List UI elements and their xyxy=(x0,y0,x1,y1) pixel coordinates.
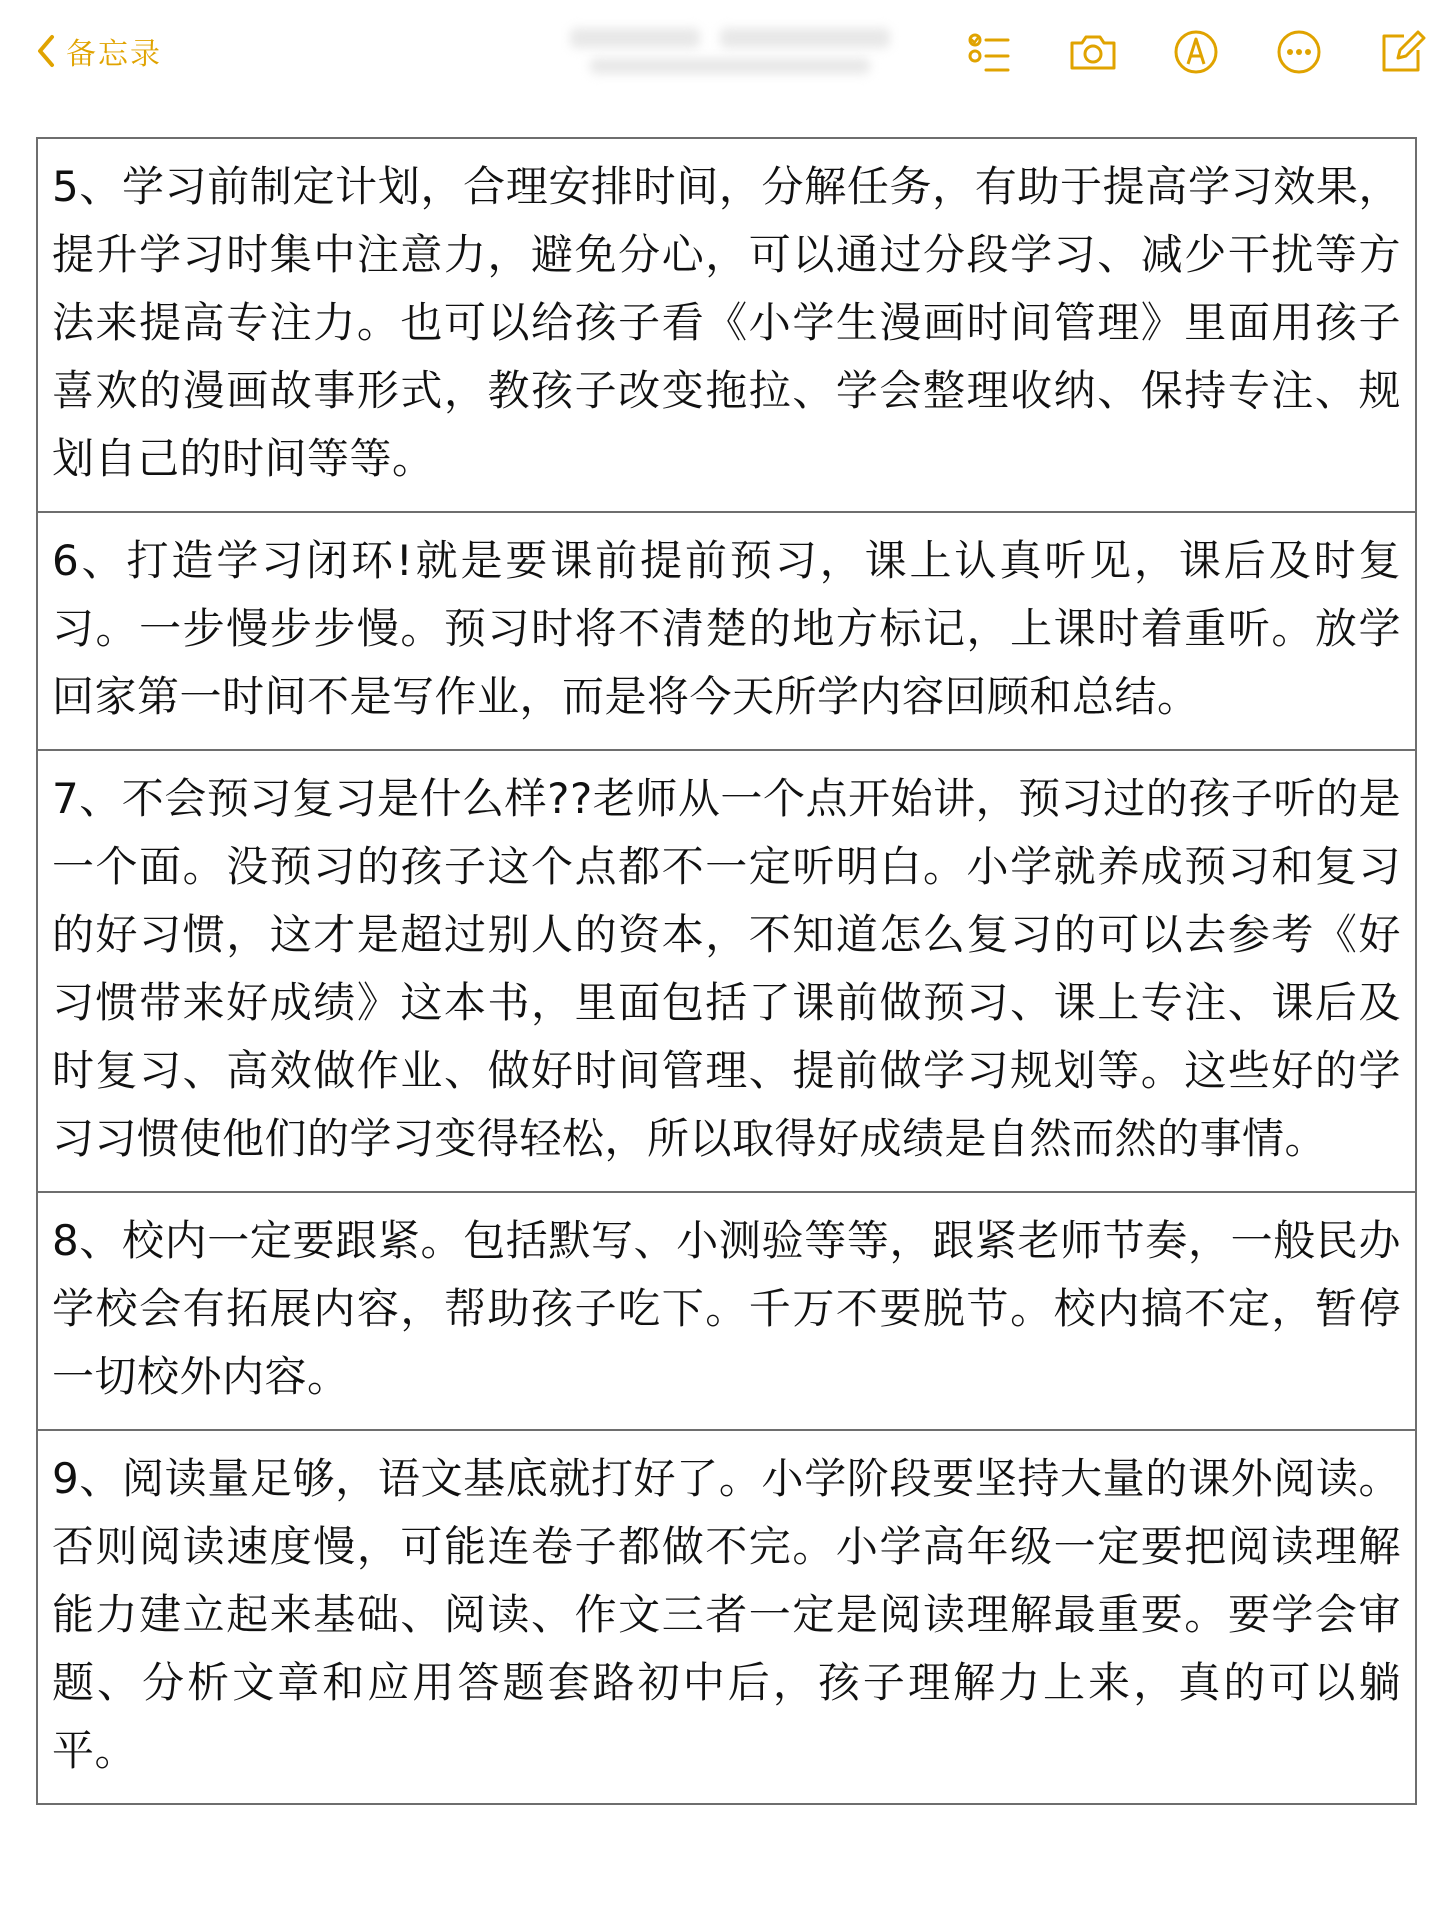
table-row xyxy=(37,1430,1416,1804)
checklist-icon[interactable] xyxy=(964,26,1016,78)
table-row xyxy=(37,512,1416,750)
blurred-title xyxy=(550,22,910,82)
top-toolbar xyxy=(0,0,1440,110)
cell-text: 9、阅读量足够，语文基底就打好了。小学阶段要坚持大量的课外阅读。否则阅读速度慢，可能连卷子都做不完。小学高年级一定要把阅读理解能力建立起来基础、阅读、作文三者一定是阅读理解最重要。要学会审题、分析文章和应用答题套路初中后，孩子理解力上来，真的可以躺平。 xyxy=(52,1454,1401,1775)
table-row xyxy=(37,1192,1416,1430)
cell-text: 5、学习前制定计划，合理安排时间，分解任务，有助于提高学习效果，提升学习时集中注意力，避免分心，可以通过分段学习、减少干扰等方法来提高专注力。也可以给孩子看《小学生漫画时间管理》里面用孩子喜欢的漫画故事形式，教孩子改变拖拉、学会整理收纳、保持专注、规划自己的时间等等。 xyxy=(52,162,1401,483)
table-cell[interactable] xyxy=(37,750,1416,1192)
table-row xyxy=(37,750,1416,1192)
note-table xyxy=(36,137,1417,1805)
table-cell[interactable] xyxy=(37,1430,1416,1804)
table-row xyxy=(37,138,1416,512)
table-cell[interactable] xyxy=(37,1192,1416,1430)
table-cell[interactable] xyxy=(37,512,1416,750)
cell-text: 7、不会预习复习是什么样??老师从一个点开始讲，预习过的孩子听的是一个面。没预习的孩子这个点都不一定听明白。小学就养成预习和复习的好习惯，这才是超过别人的资本，不知道怎么复习的可以去参考《好习惯带来好成绩》这本书，里面包括了课前做预习、课上专注、课后及时复习、高效做作业、做好时间管理、提前做学习规划等。这些好的学习习惯使他们的学习变得轻松，所以取得好成绩是自然而然的事情。 xyxy=(52,774,1401,1163)
compose-icon[interactable] xyxy=(1376,26,1428,78)
more-icon[interactable] xyxy=(1273,26,1325,78)
chevron-left-icon xyxy=(36,34,56,68)
camera-icon[interactable] xyxy=(1067,26,1119,78)
table-cell[interactable] xyxy=(37,138,1416,512)
cell-text: 6、打造学习闭环!就是要课前提前预习，课上认真听见，课后及时复习。一步慢步步慢。预习时将不清楚的地方标记，上课时着重听。放学回家第一时间不是写作业，而是将今天所学内容回顾和总结。 xyxy=(52,536,1401,721)
markup-pen-icon[interactable] xyxy=(1170,26,1222,78)
back-button[interactable] xyxy=(36,28,162,74)
cell-text: 8、校内一定要跟紧。包括默写、小测验等等，跟紧老师节奏，一般民办学校会有拓展内容，帮助孩子吃下。千万不要脱节。校内搞不定，暂停一切校外内容。 xyxy=(52,1216,1401,1401)
back-label: 备忘录 xyxy=(66,37,162,72)
